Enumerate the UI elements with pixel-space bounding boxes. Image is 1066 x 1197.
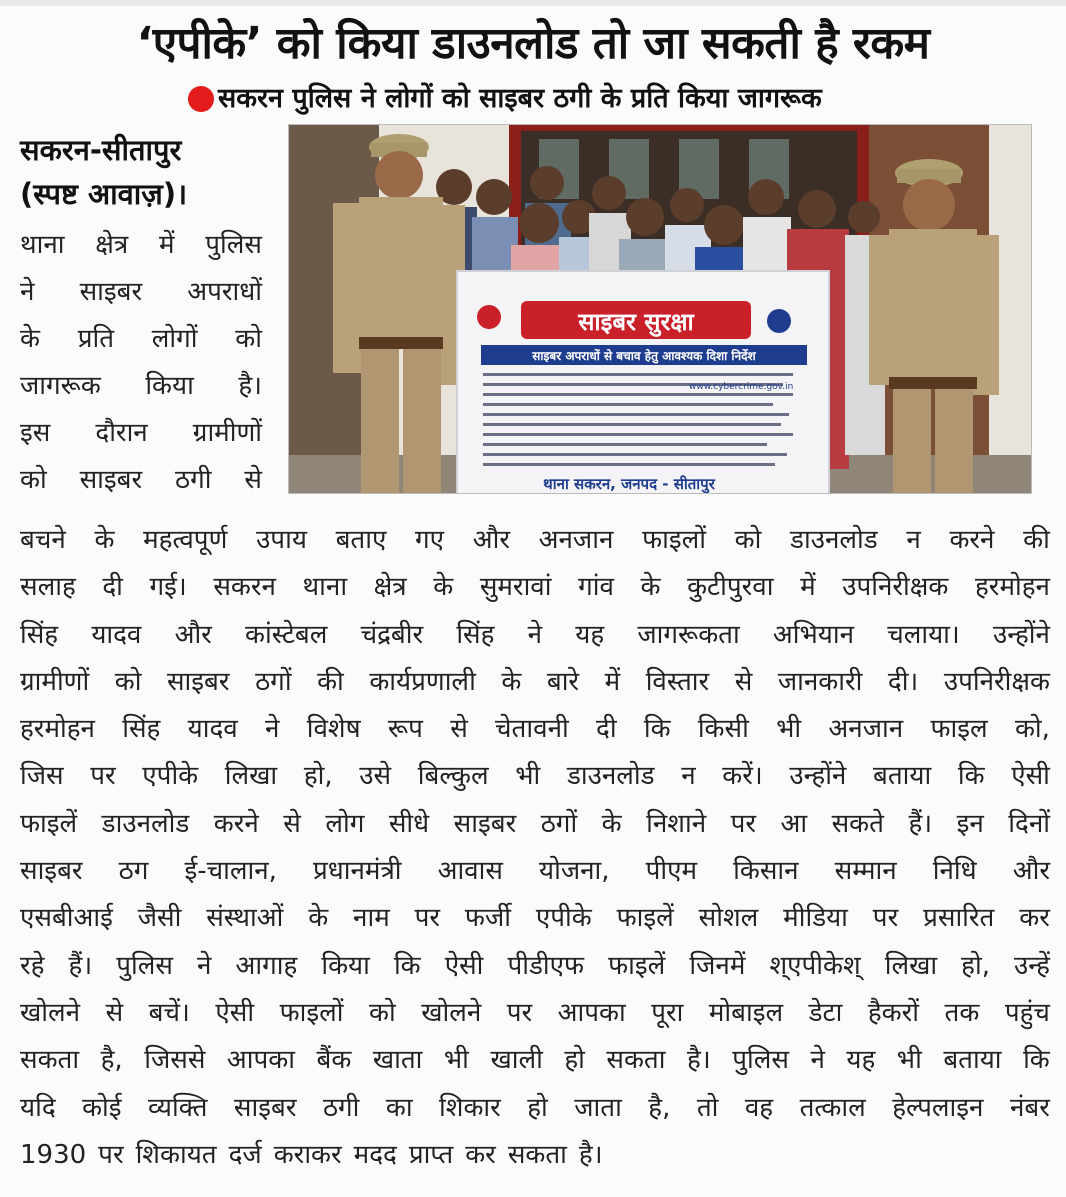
top-rule: [0, 0, 1066, 6]
banner-footer: थाना सकरन, जनपद - सीतापुर: [543, 475, 715, 493]
body-line: फाइलें डाउनलोड करने से लोग सीधे साइबर ठगों के निशाने पर आ सकते हैं। इन दिनों: [20, 808, 1050, 839]
body-line: साइबर ठग ई-चालान, प्रधानमंत्री आवास योजना, पीएम किसान सम्मान निधि और: [20, 856, 1050, 887]
article-headline: ‘एपीके’ को किया डाउनलोड तो जा सकती है रकम: [136, 18, 930, 69]
article-subheadline: [188, 78, 908, 120]
article-dateline: [20, 128, 270, 216]
banner-title: साइबर सुरक्षा: [578, 308, 694, 336]
news-photo: [288, 124, 1032, 494]
intro-line: इस दौरान ग्रामीणों: [20, 418, 262, 448]
body-line: सकता है, जिससे आपका बैंक खाता भी खाली हो सकता है। पुलिस ने यह भी बताया कि: [20, 1045, 1050, 1076]
intro-line: जागरूक किया है।: [20, 371, 262, 401]
body-line: बचने के महत्वपूर्ण उपाय बताए गए और अनजान फाइलों को डाउनलोड न करने की: [20, 525, 1050, 555]
dateline-source: (स्पष्ट आवाज़)।: [20, 177, 188, 211]
banner-url: www.cybercrime.gov.in: [689, 382, 794, 392]
body-line: जिस पर एपीके लिखा हो, उसे बिल्कुल भी डाउनलोड न करें। उन्होंने बताया कि ऐसी: [20, 761, 1050, 792]
body-line: 1930 पर शिकायत दर्ज कराकर मदद प्राप्त कर सकता है।: [20, 1139, 603, 1170]
article-body: [20, 517, 1050, 1179]
body-line: यदि कोई व्यक्ति साइबर ठगी का शिकार हो जाता है, तो वह तत्काल हेल्पलाइन नंबर: [20, 1092, 1050, 1123]
intro-line: थाना क्षेत्र में पुलिस: [20, 230, 262, 260]
body-line: एसबीआई जैसी संस्थाओं के नाम पर फर्जी एपीके फाइलें सोशल मीडिया पर प्रसारित कर: [20, 903, 1050, 934]
dateline-place: सकरन-सीतापुर: [20, 133, 182, 167]
police-emblem-icon: [477, 305, 501, 329]
body-line: खोलने से बचें। ऐसी फाइलों को खोलने पर आपका पूरा मोबाइल डेटा हैकरों तक पहुंच: [20, 997, 1050, 1028]
body-line: रहे हैं। पुलिस ने आगाह किया कि ऐसी पीडीएफ फाइलें जिनमें श्एपीकेश् लिखा हो, उन्हें: [20, 950, 1050, 981]
police-emblem-icon: [767, 309, 791, 333]
red-bullet-icon: [188, 86, 214, 112]
cyber-safety-banner: [457, 271, 829, 494]
body-line: ग्रामीणों को साइबर ठगों की कार्यप्रणाली के बारे में विस्तार से जानकारी दी। उपनिरीक्षक: [20, 666, 1050, 697]
body-line: सलाह दी गई। सकरन थाना क्षेत्र के सुमरावां गांव के कुटीपुरवा में उपनिरीक्षक हरमोहन: [20, 572, 1050, 603]
subheadline-text: सकरन पुलिस ने लोगों को साइबर ठगी के प्रति किया जागरूक: [218, 83, 822, 114]
intro-line: के प्रति लोगों को: [20, 324, 262, 354]
body-line: हरमोहन सिंह यादव ने विशेष रूप से चेतावनी दी कि किसी भी अनजान फाइल को,: [20, 714, 1050, 745]
intro-line: ने साइबर अपराधों: [20, 277, 262, 307]
intro-column: [20, 222, 262, 504]
banner-subtitle: साइबर अपराधों से बचाव हेतु आवश्यक दिशा निर्देश: [532, 349, 756, 363]
intro-line: को साइबर ठगी से: [20, 465, 262, 495]
body-line: सिंह यादव और कांस्टेबल चंद्रबीर सिंह ने यह जागरूकता अभियान चलाया। उन्होंने: [20, 619, 1050, 650]
